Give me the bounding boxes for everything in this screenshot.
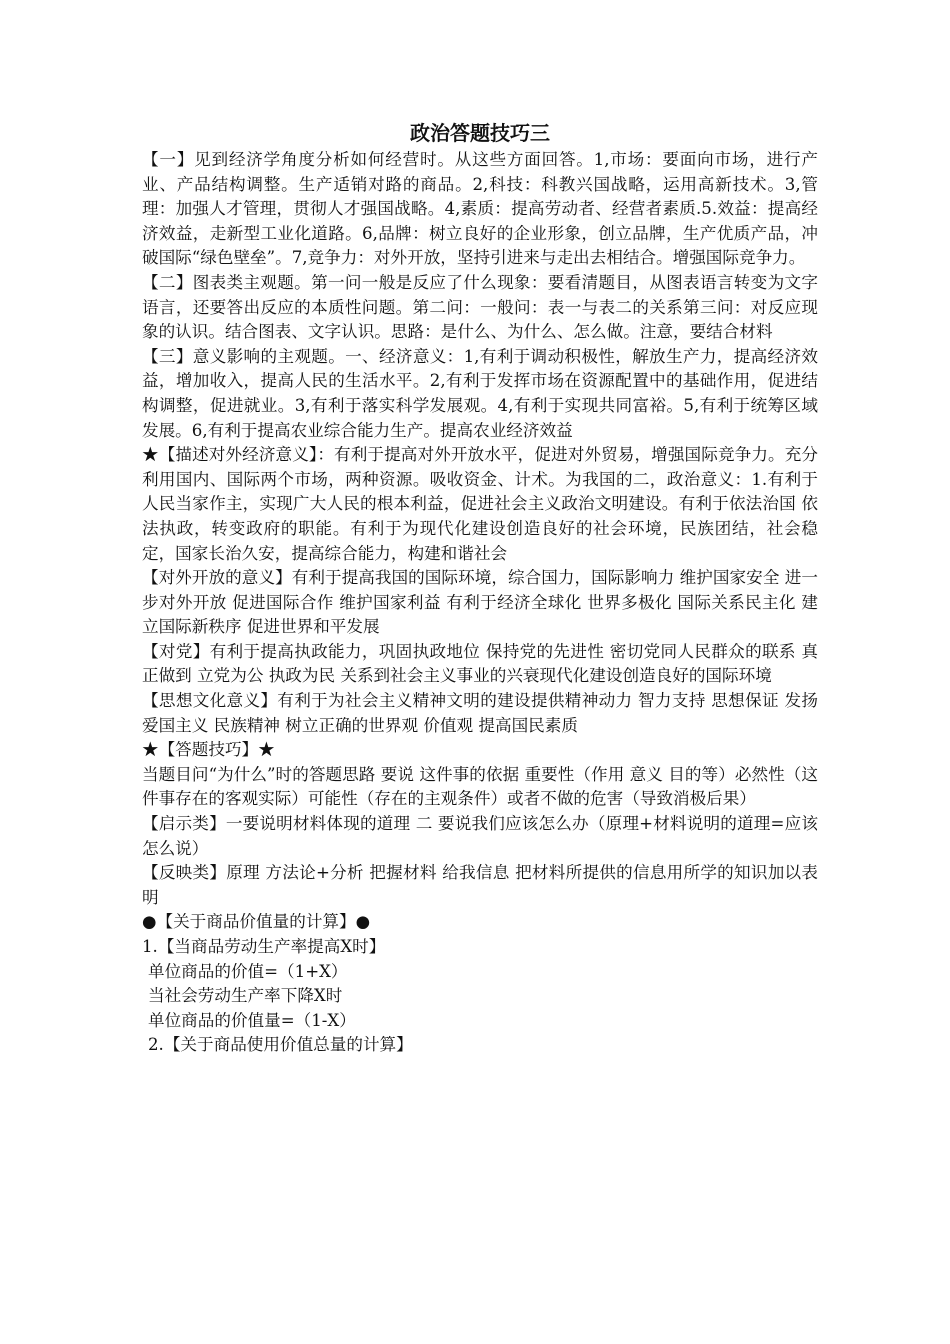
document-title: 政治答题技巧三 <box>410 121 550 145</box>
formula-line-3: 单位商品的价值量=（1-X） <box>148 1010 356 1030</box>
paragraph-2: 【二】图表类主观题。第一问一般是反应了什么现象：要看清题目，从图表语言转变为文字语言，还要答出反应的本质性问题。第二问：一般问：表一与表二的关系第三问：对反应现象的认识。结合图表、文字认识。思路：是什么、为什么、怎么做。注意，要结合材料 <box>142 272 818 342</box>
paragraph-1: 【一】见到经济学角度分析如何经营时。从这些方面回答。1,市场：要面向市场，进行产业、产品结构调整。生产适销对路的商品。2,科技：科教兴国战略，运用高新技术。3,管理：加强人才管理，贯彻人才强国战略。4,素质：提高劳动者、经营者素质.5.效益：提高经济效益，走新型工业化道路。6,品牌：树立良好的企业形象，创立品牌，生产优质产品，冲破国际“绿色壁垒”。7,竞争力：对外开放，坚持引进来与走出去相结合。增强国际竞争力。 <box>142 150 818 268</box>
paragraph-4: ★【描述对外经济意义】：有利于提高对外开放水平，促进对外贸易，增强国际竞争力。充分利用国内、国际两个市场，两种资源。吸收资金、计术。为我国的二，政治意义：1.有利于人民当家作主，实现广大人民的根本利益，促进社会主义政治文明建设。有利于依法治国 依法执政，转变政府的职能。有利于为现代化建设创造良好的社会环境，民族团结，社会稳定，国家长治久安，提高综合能力，构建和谐社会 <box>142 445 818 563</box>
paragraph-3: 【三】意义影响的主观题。一、经济意义：1,有利于调动积极性，解放生产力，提高经济效益，增加收入，提高人民的生活水平。2,有利于发挥市场在资源配置中的基础作用，促进结构调整，促进就业。3,有利于落实科学发展观。4,有利于实现共同富裕。5,有利于统筹区域发展。6,有利于提高农业综合能力生产。提高农业经济效益 <box>142 346 818 440</box>
paragraph-5: 【对外开放的意义】有利于提高我国的国际环境，综合国力，国际影响力 维护国家安全 进一步对外开放 促进国际合作 维护国家利益 有利于经济全球化 世界多极化 国际关系民主化 建立国际新秩序 促进世界和平发展 <box>142 568 819 637</box>
formula-heading-1: 1.【当商品劳动生产率提高X时】 <box>142 937 386 956</box>
section-heading-value-calc: ●【关于商品价值量的计算】● <box>142 912 371 932</box>
document-page <box>142 118 818 1058</box>
formula-line-1: 单位商品的价值=（1+X） <box>148 961 348 981</box>
section-heading-tips: ★【答题技巧】★ <box>142 740 275 760</box>
paragraph-6: 【对党】有利于提高执政能力，巩固执政地位 保持党的先进性 密切党同人民群众的联系 真正做到 立党为公 执政为民 关系到社会主义事业的兴衰现代化建设创造良好的国际环境 <box>142 641 818 686</box>
paragraph-7: 【思想文化意义】有利于为社会主义精神文明的建设提供精神动力 智力支持 思想保证 发扬爱国主义 民族精神 树立正确的世界观 价值观 提高国民素质 <box>142 691 818 735</box>
formula-line-2: 当社会劳动生产率下降X时 <box>148 986 343 1006</box>
paragraph-reflection: 【反映类】原理 方法论+分析 把握材料 给我信息 把材料所提供的信息用所学的知识加以表明 <box>142 863 818 907</box>
paragraph-why: 当题目问“为什么”时的答题思路 要说 这件事的依据 重要性（作用 意义 目的等）必然性（这件事存在的客观实际）可能性（存在的主观条件）或者不做的危害（导致消极后果） <box>142 764 818 809</box>
formula-heading-2: 2.【关于商品使用价值总量的计算】 <box>148 1035 413 1055</box>
paragraph-inspiration: 【启示类】一要说明材料体现的道理 二 要说我们应该怎么办（原理+材料说明的道理=应该怎么说） <box>142 814 818 858</box>
